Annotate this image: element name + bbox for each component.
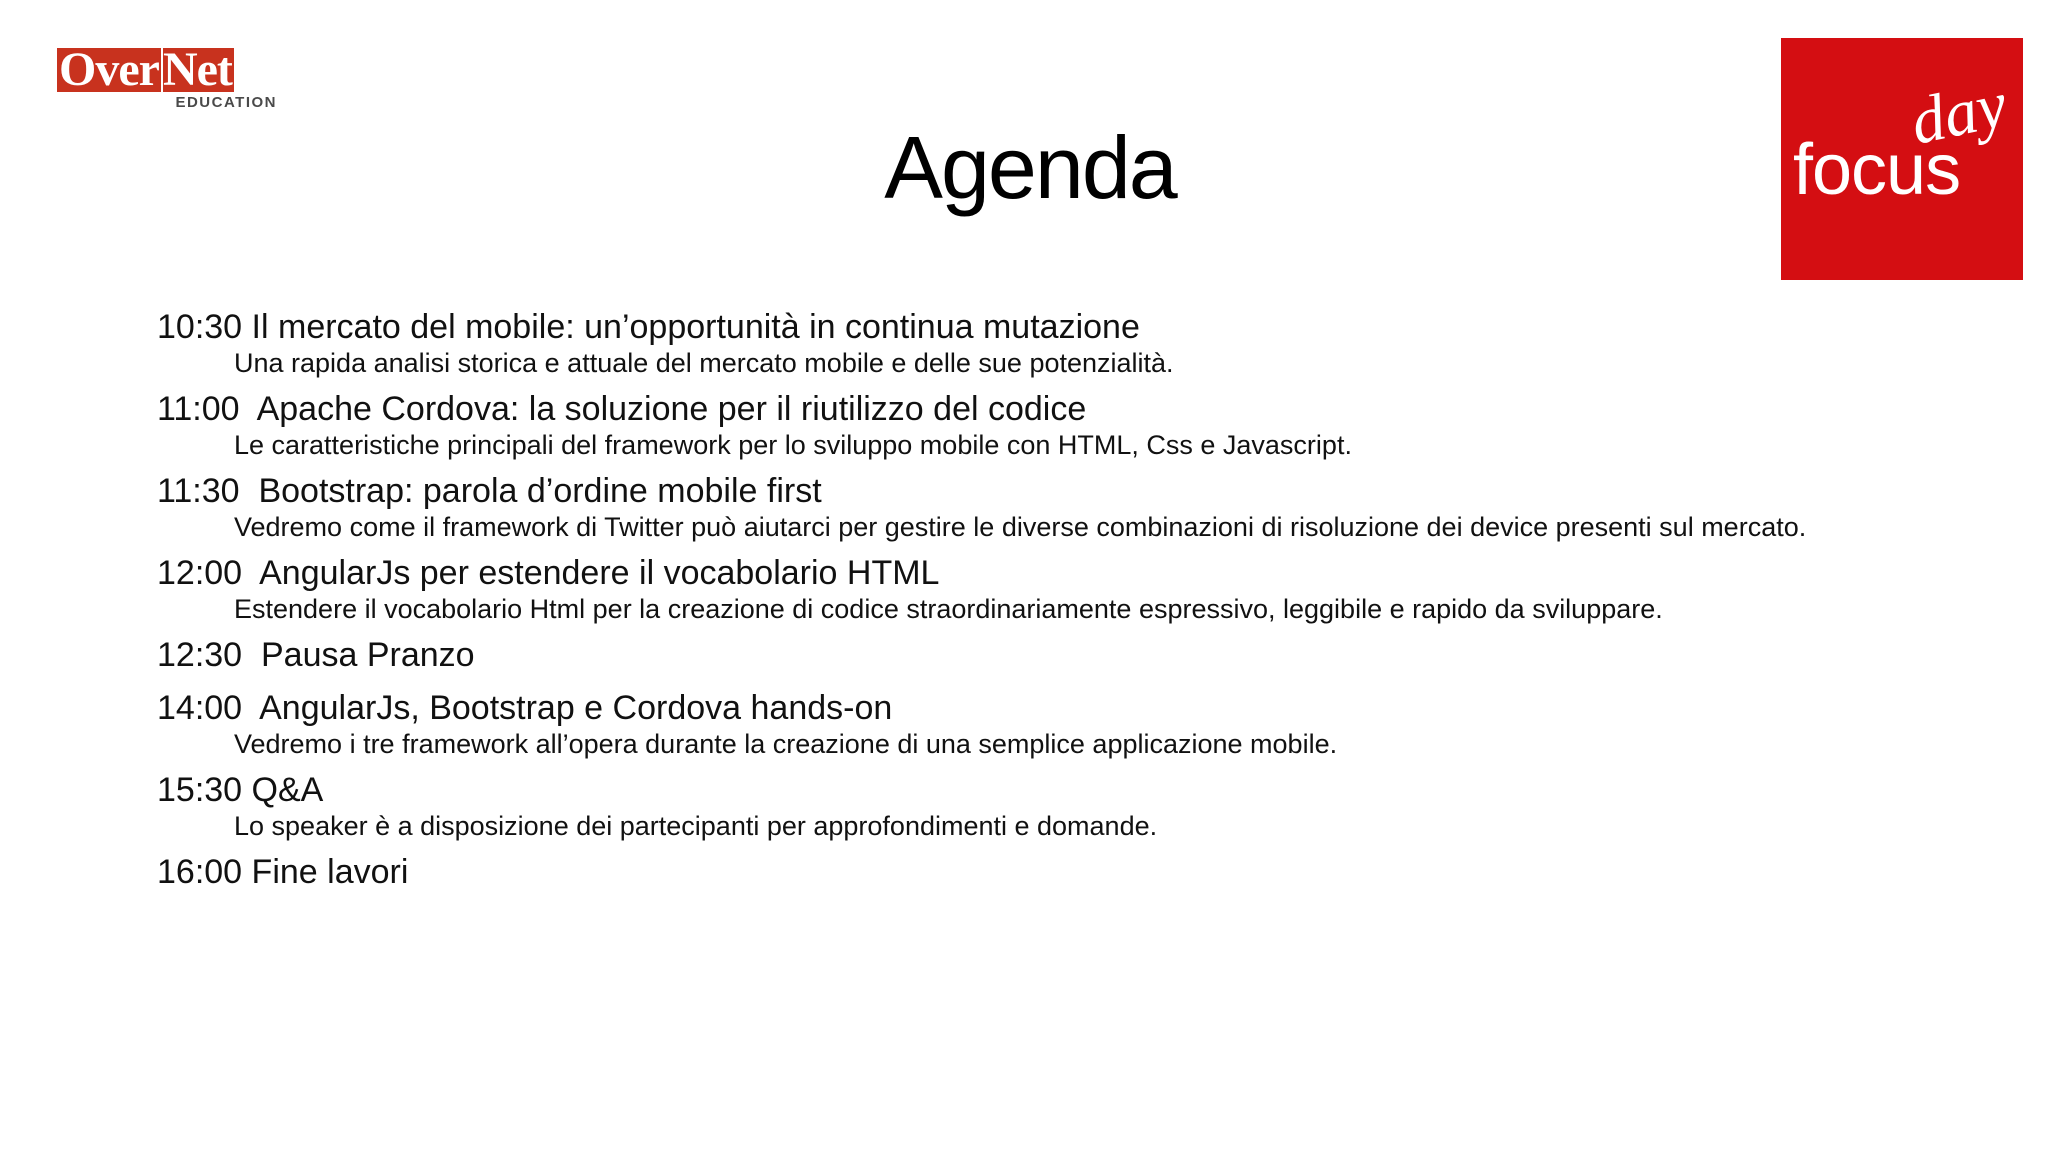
agenda-item <box>157 469 1877 551</box>
agenda-item <box>157 768 1877 850</box>
agenda-item-description: Estendere il vocabolario Html per la creazione di codice straordinariamente espressivo, leggibile e rapido da sviluppare. <box>234 594 1663 624</box>
agenda-item-title: Il mercato del mobile: un’opportunità in continua mutazione <box>251 308 1140 346</box>
agenda-item-heading <box>157 850 1877 894</box>
agenda-item-time: 14:00 <box>157 689 243 727</box>
agenda-item-title: Fine lavori <box>251 853 409 891</box>
agenda-item-title: AngularJs, Bootstrap e Cordova hands-on <box>259 689 893 727</box>
logo-wordmark <box>57 43 277 96</box>
badge-word-day: day <box>1904 67 2013 159</box>
agenda-item <box>157 633 1877 677</box>
agenda-item-heading <box>157 551 1877 595</box>
logo-subtitle: EDUCATION <box>175 94 277 111</box>
overnet-logo <box>57 44 277 112</box>
agenda-list <box>157 305 1877 903</box>
agenda-item-time: 15:30 <box>157 771 243 809</box>
agenda-item-time: 12:30 <box>157 636 243 674</box>
agenda-item-description: Lo speaker è a disposizione dei partecipanti per approfondimenti e domande. <box>234 811 1158 841</box>
agenda-item-description: Una rapida analisi storica e attuale del mercato mobile e delle sue potenzialità. <box>234 348 1174 378</box>
agenda-item <box>157 305 1877 387</box>
agenda-item <box>157 551 1877 633</box>
agenda-item-time: 12:00 <box>157 554 243 592</box>
agenda-item-title: Pausa Pranzo <box>261 636 475 674</box>
agenda-item-title: Bootstrap: parola d’ordine mobile first <box>258 472 822 510</box>
agenda-item-time: 10:30 <box>157 308 243 346</box>
agenda-item-heading <box>157 305 1877 349</box>
agenda-item-title: Apache Cordova: la soluzione per il riutilizzo del codice <box>256 390 1087 428</box>
agenda-item-heading <box>157 768 1877 812</box>
page-title: Agenda <box>884 118 1176 217</box>
agenda-item-title: Q&A <box>251 771 324 809</box>
agenda-item-description: Le caratteristiche principali del framework per lo sviluppo mobile con HTML, Css e Javascript. <box>234 430 1352 460</box>
agenda-item <box>157 686 1877 768</box>
badge-word-focus: focus <box>1793 130 1961 210</box>
agenda-item-time: 11:00 <box>157 390 240 428</box>
agenda-item-heading <box>157 469 1877 513</box>
agenda-item <box>157 850 1877 894</box>
agenda-item-heading <box>157 387 1877 431</box>
agenda-item-description: Vedremo come il framework di Twitter può aiutarci per gestire le diverse combinazioni di risoluzione dei device presenti sul mercato. <box>234 512 1807 542</box>
agenda-item-time: 11:30 <box>157 472 240 510</box>
logo-word-over: Over <box>59 43 159 96</box>
logo-word-net: Net <box>162 43 232 96</box>
agenda-item-heading <box>157 633 1877 677</box>
agenda-item-description: Vedremo i tre framework all’opera durante la creazione di una semplice applicazione mobile. <box>234 729 1338 759</box>
agenda-item-time: 16:00 <box>157 853 243 891</box>
agenda-item-title: AngularJs per estendere il vocabolario HTML <box>259 554 940 592</box>
agenda-item-heading <box>157 686 1877 730</box>
agenda-item <box>157 387 1877 469</box>
